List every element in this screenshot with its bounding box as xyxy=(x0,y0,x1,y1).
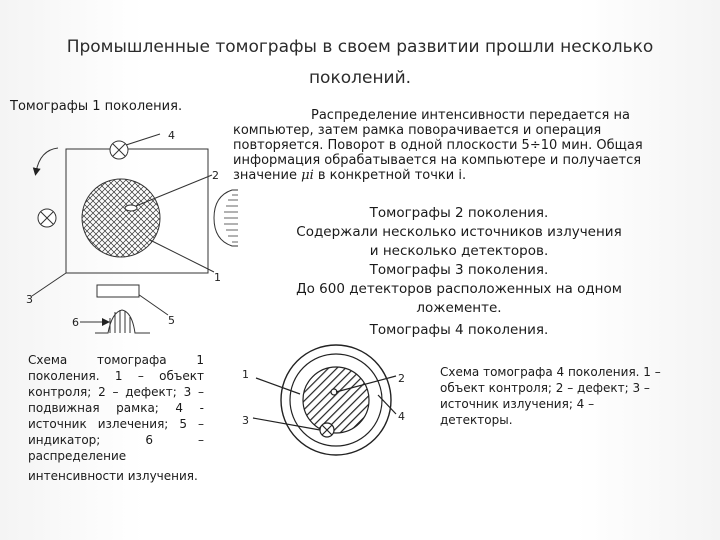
test-object xyxy=(82,179,160,257)
label-6: 6 xyxy=(72,316,79,329)
gen2-line-1: Содержали несколько источников излучения xyxy=(296,224,622,240)
gen3-line-1: До 600 детекторов расположенных на одном xyxy=(296,281,622,297)
slide-title-line-2: поколений. xyxy=(308,68,412,88)
caption-gen1-body: Схема томографа 1 поколения. 1 – объект контроля; 2 – дефект; 3 – подвижная рамка; 4 - источник излечения; 5 – индикатор; 6 – распределение xyxy=(28,353,204,463)
caption-gen4: Схема томографа 4 поколения. 1 – объект контроля; 2 – дефект; 3 – источник излучения; 4 – детекторы. xyxy=(440,365,661,427)
defect xyxy=(125,205,137,211)
label4-1: 1 xyxy=(242,368,249,381)
intro-line-5a: значение xyxy=(233,168,302,183)
radiation-source-top xyxy=(110,141,128,159)
gen3-title: Томографы 3 поколения. xyxy=(369,262,549,278)
intro-line-4: информация обрабатывается на компьютере и получается xyxy=(233,153,642,168)
mu-symbol: μi xyxy=(301,168,314,183)
intro-line-1: Распределение интенсивности передается на xyxy=(311,108,630,123)
gen2-line-2: и несколько детекторов. xyxy=(369,243,549,259)
label-5: 5 xyxy=(168,314,175,327)
gen4-title: Томографы 4 поколения. xyxy=(369,322,549,338)
slide-title-line-1: Промышленные томографы в своем развитии прошли несколько xyxy=(66,37,654,57)
radiation-source-4 xyxy=(320,423,334,437)
label4-2: 2 xyxy=(398,372,405,385)
indicator xyxy=(97,285,139,297)
label-1: 1 xyxy=(214,271,221,284)
tomograph-1-diagram xyxy=(32,134,238,333)
gen1-heading: Томографы 1 поколения. xyxy=(10,99,183,114)
intro-line-3: повторяется. Поворот в одной плоскости 5÷10 мин. Общая xyxy=(233,138,643,153)
label-2: 2 xyxy=(212,169,219,182)
tomograph-4-diagram xyxy=(253,345,396,455)
caption-gen1-last: интенсивности излучения. xyxy=(28,469,198,483)
gen2-title: Томографы 2 поколения. xyxy=(369,205,549,221)
intro-line-2: компьютер, затем рамка поворачивается и операция xyxy=(233,123,602,138)
label4-4: 4 xyxy=(398,410,405,423)
label-3: 3 xyxy=(26,293,33,306)
label-4: 4 xyxy=(168,129,175,142)
label4-3: 3 xyxy=(242,414,249,427)
intro-line-5b: в конкретной точки i. xyxy=(313,168,467,183)
test-object-4 xyxy=(303,367,369,433)
gen3-line-2: ложементе. xyxy=(416,300,502,316)
radiation-source-left xyxy=(38,209,56,227)
caption-gen1 xyxy=(28,352,204,484)
